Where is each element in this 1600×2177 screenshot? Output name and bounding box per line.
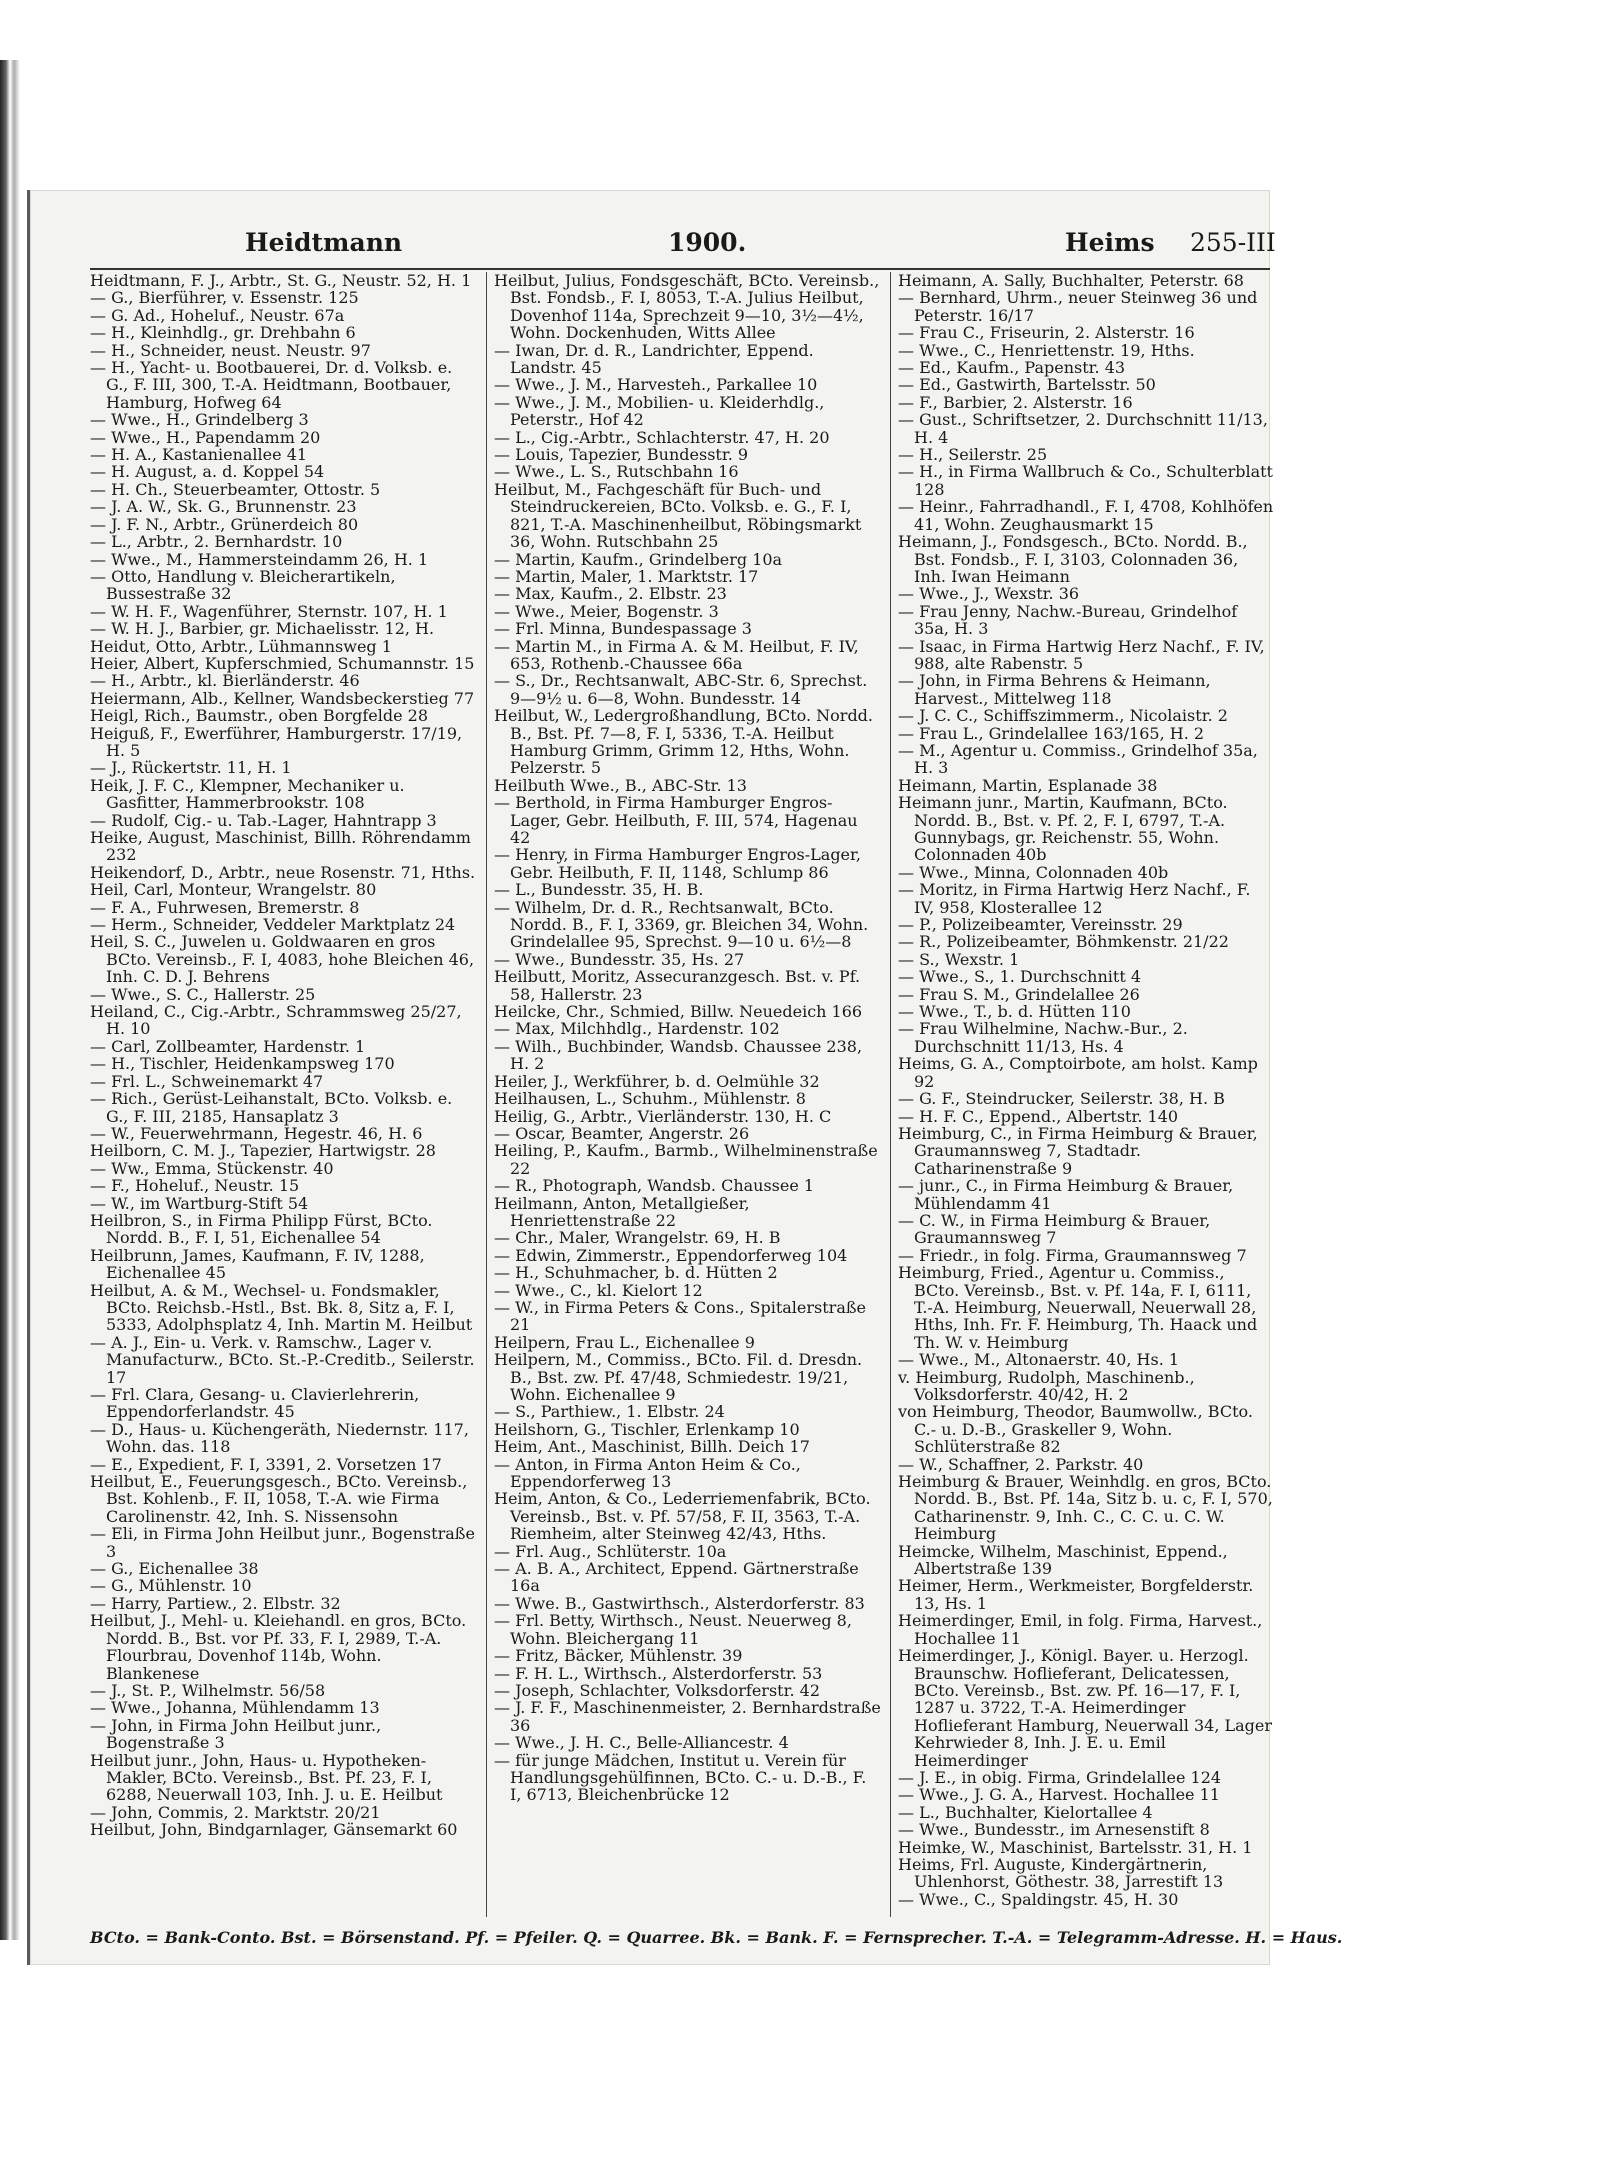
abbreviation-legend: BCto. = Bank-Conto. Bst. = Börsenstand. Pf. = Pfeiler. Q. = Quarree. Bk. = Bank. F. = Fernsprecher. T.-A. = Telegramm-Adresse. H. = Haus. (90, 1928, 1343, 1947)
directory-entry: Heimcke, Wilhelm, Maschinist, Eppend., Albertstraße 139 (898, 1541, 1228, 1579)
directory-entry: Heilpern, M., Commiss., BCto. Fil. d. Dresdn. B., Bst. zw. Pf. 47/48, Schmiedestr. 19/21, Wohn. Eichenallee 9 (494, 1350, 863, 1404)
directory-entry: Heimke, W., Maschinist, Bartelsstr. 31, H. 1 (898, 1837, 1253, 1857)
page-header (80, 228, 1280, 266)
directory-entry: — Harry, Partiew., 2. Elbstr. 32 (90, 1593, 341, 1613)
directory-entry: — Wwe., C., Henriettenstr. 19, Hths. (898, 340, 1195, 360)
directory-entry: — H. Ch., Steuerbeamter, Ottostr. 5 (90, 479, 381, 499)
directory-entry: Heilshorn, G., Tischler, Erlenkamp 10 (494, 1419, 800, 1439)
directory-entry: — Frau C., Friseurin, 2. Alsterstr. 16 (898, 323, 1195, 343)
directory-entry: — junr., C., in Firma Heimburg & Brauer, Mühlendamm 41 (898, 1176, 1234, 1213)
directory-column-2 (494, 272, 882, 1922)
directory-entry: — D., Haus- u. Küchengeräth, Niedernstr. 117, Wohn. das. 118 (90, 1419, 469, 1457)
directory-entry: Heilbuth Wwe., B., ABC-Str. 13 (494, 775, 747, 795)
directory-entry: — Isaac, in Firma Hartwig Herz Nachf., F. IV, 988, alte Rabenstr. 5 (898, 636, 1265, 673)
directory-entry: — Frau L., Grindelallee 163/165, H. 2 (898, 723, 1205, 743)
directory-entry: — H., in Firma Wallbruch & Co., Schulterblatt 128 (898, 462, 1273, 499)
directory-entry: — F., Barbier, 2. Alsterstr. 16 (898, 392, 1133, 412)
directory-entry: — W., Feuerwehrmann, Hegestr. 46, H. 6 (90, 1123, 423, 1143)
directory-entry: Heilbron, S., in Firma Philipp Fürst, BCto. Nordd. B., F. I, 51, Eichenallee 54 (90, 1210, 433, 1248)
directory-entry: — Frl. Minna, Bundespassage 3 (494, 619, 752, 639)
directory-entry: — A. J., Ein- u. Verk. v. Ramschw., Lager v. Manufacturw., BCto. St.-P.-Creditb., Seilerstr. 17 (90, 1332, 475, 1387)
directory-entry: — Wwe., Minna, Colonnaden 40b (898, 862, 1169, 882)
directory-entry: — Chr., Maler, Wrangelstr. 69, H. B (494, 1228, 781, 1248)
directory-entry: Heimburg, C., in Firma Heimburg & Brauer, Graumannsweg 7, Stadtadr. Catharinenstraße 9 (898, 1123, 1258, 1178)
directory-entry: — W., im Wartburg-Stift 54 (90, 1193, 309, 1213)
directory-entry: — L., Buchhalter, Kielortallee 4 (898, 1802, 1153, 1822)
directory-entry: — G., Bierführer, v. Essenstr. 125 (90, 288, 359, 308)
directory-entry: — Ww., Emma, Stückenstr. 40 (90, 1158, 334, 1178)
directory-entry: Heimerdinger, J., Königl. Bayer. u. Herzogl. Braunschw. Hoflieferant, Delicatessen, BCto. Vereinsb., Bst. zw. Pf. 16—17, F. I, 1287 u. 3722, T.-A. Heimerdinger Hoflieferant Hamburg, Neuerwall 34, Lager Kehrwieder 8, Inh. J. E. u. Emil Heimerdinger (898, 1646, 1273, 1770)
directory-entry: — Wwe., J. M., Harvesteh., Parkallee 10 (494, 375, 818, 395)
directory-entry: Heilborn, C. M. J., Tapezier, Hartwigstr. 28 (90, 1141, 436, 1161)
directory-entry: Heidut, Otto, Arbtr., Lühmannsweg 1 (90, 636, 392, 656)
directory-entry: — H., Arbtr., kl. Bierländerstr. 46 (90, 671, 360, 691)
directory-entry: — Wwe., M., Altonaerstr. 40, Hs. 1 (898, 1350, 1180, 1370)
directory-entry: — P., Polizeibeamter, Vereinsstr. 29 (898, 915, 1183, 935)
directory-entry: — Wwe., J. M., Mobilien- u. Kleiderhdlg., Peterstr., Hof 42 (494, 392, 825, 430)
directory-entry: — H., Kleinhdlg., gr. Drehbahn 6 (90, 323, 356, 343)
directory-entry: — Wwe., H., Grindelberg 3 (90, 410, 309, 430)
directory-entry: Heilcke, Chr., Schmied, Billw. Neuedeich 166 (494, 1002, 863, 1022)
directory-entry: — Frl. Betty, Wirthsch., Neust. Neuerweg 8, Wohn. Bleichergang 11 (494, 1611, 852, 1648)
directory-entry: — H. F. C., Eppend., Albertstr. 140 (898, 1106, 1179, 1126)
directory-entry: — Oscar, Beamter, Angerstr. 26 (494, 1123, 750, 1143)
directory-entry: Heikendorf, D., Arbtr., neue Rosenstr. 71, Hths. (90, 862, 476, 882)
header-left-word: Heidtmann (245, 228, 403, 257)
directory-entry: — L., Bundesstr. 35, H. B. (494, 880, 704, 900)
directory-entry: — G. Ad., Hoheluf., Neustr. 67a (90, 305, 345, 325)
directory-entry: — Rudolf, Cig.- u. Tab.-Lager, Hahntrapp 3 (90, 810, 437, 830)
directory-entry: — S., Wexstr. 1 (898, 949, 1020, 969)
directory-entry: — Frl. L., Schweinemarkt 47 (90, 1071, 324, 1091)
directory-entry: — J., Rückertstr. 11, H. 1 (90, 758, 292, 778)
directory-entry: Heilmann, Anton, Metallgießer, Henriettenstraße 22 (494, 1193, 750, 1230)
directory-entry: Heimann, A. Sally, Buchhalter, Peterstr. 68 (898, 272, 1244, 290)
directory-entry: — Gust., Schriftsetzer, 2. Durchschnitt 11/13, H. 4 (898, 410, 1268, 447)
directory-entry: Heike, August, Maschinist, Billh. Röhrendamm 232 (90, 828, 471, 865)
directory-entry: — Frl. Clara, Gesang- u. Clavierlehrerin, Eppendorferlandstr. 45 (90, 1385, 420, 1422)
directory-entry: — Carl, Zollbeamter, Hardenstr. 1 (90, 1036, 366, 1056)
header-page-number: 255-III (1190, 228, 1276, 257)
directory-entry: — Eli, in Firma John Heilbut junr., Bogenstraße 3 (90, 1524, 475, 1561)
directory-entry: — H. August, a. d. Koppel 54 (90, 462, 325, 482)
directory-entry: — Wwe., J. H. C., Belle-Alliancestr. 4 (494, 1733, 789, 1753)
directory-entry: Heilbrunn, James, Kaufmann, F. IV, 1288, Eichenallee 45 (90, 1245, 425, 1283)
directory-entry: Heimburg & Brauer, Weinhdlg. en gros, BCto. Nordd. B., Bst. Pf. 14a, Sitz b. u. c, F. I, 570, Catharinenstr. 9, Inh. C., C. C. u. C. W. Heimburg (898, 1472, 1273, 1544)
directory-entry: Heims, Frl. Auguste, Kindergärtnerin, Uhlenhorst, Göthestr. 38, Jarrestift 13 (898, 1854, 1224, 1892)
directory-entry: — S., Parthiew., 1. Elbstr. 24 (494, 1402, 725, 1422)
directory-entry: — Ed., Kaufm., Papenstr. 43 (898, 358, 1126, 378)
directory-entry: Heimann, J., Fondsgesch., BCto. Nordd. B., Bst. Fondsb., F. I, 3103, Colonnaden 36, Inh. Iwan Heimann (898, 532, 1248, 586)
directory-entry: — Wwe., Bundesstr., im Arnesenstift 8 (898, 1820, 1210, 1840)
directory-entry: — Wwe., S. C., Hallerstr. 25 (90, 984, 316, 1004)
directory-entry: — Frau Wilhelmine, Nachw.-Bur., 2. Durchschnitt 11/13, Hs. 4 (898, 1019, 1188, 1056)
directory-entry: — Berthold, in Firma Hamburger Engros-Lager, Gebr. Heilbuth, F. III, 574, Hagenau 42 (494, 793, 858, 847)
directory-entry: — Otto, Handlung v. Bleicherartikeln, Bussestraße 32 (90, 566, 396, 604)
directory-entry: — Wwe., J. G. A., Harvest. Hochallee 11 (898, 1785, 1220, 1805)
directory-entry: — F. A., Fuhrwesen, Bremerstr. 8 (90, 897, 360, 917)
header-right-word: Heims (1065, 228, 1155, 257)
directory-entry: Heimann junr., Martin, Kaufmann, BCto. Nordd. B., Bst. v. Pf. 2, F. I, 6797, T.-A. Gunnybags, gr. Reichenstr. 55, Wohn. Colonnaden 40b (898, 793, 1228, 865)
directory-entry: Heiermann, Alb., Kellner, Wandsbeckerstieg 77 (90, 688, 475, 708)
directory-entry: Heilig, G., Arbtr., Vierländerstr. 130, H. C (494, 1106, 832, 1126)
directory-entry: — W. H. J., Barbier, gr. Michaelisstr. 12, H. (90, 619, 435, 639)
directory-entry: — Henry, in Firma Hamburger Engros-Lager, Gebr. Heilbuth, F. II, 1148, Schlump 86 (494, 845, 861, 882)
directory-entry: Heilbut, A. & M., Wechsel- u. Fondsmakler, BCto. Reichsb.-Hstl., Bst. Bk. 8, Sitz a, F. I, 5333, Adolphsplatz 4, Inh. Martin M. Heilbut (90, 1280, 473, 1335)
directory-entry: Heilbut, John, Bindgarnlager, Gänsemarkt 60 (90, 1820, 458, 1840)
directory-entry: — Frl. Aug., Schlüterstr. 10a (494, 1541, 727, 1561)
directory-entry: Heiland, C., Cig.-Arbtr., Schrammsweg 25/27, H. 10 (90, 1002, 462, 1039)
directory-entry: — H. A., Kastanienallee 41 (90, 445, 308, 465)
directory-entry: Heilbut, M., Fachgeschäft für Buch- und Steindruckereien, BCto. Volksb. e. G., F. I, 821, T.-A. Maschinenheilbut, Röbingsmarkt 36, Wohn. Rutschbahn 25 (494, 479, 862, 552)
directory-entry: Heilbut, Julius, Fondsgeschäft, BCto. Vereinsb., Bst. Fondsb., F. I, 8053, T.-A. Julius Heilbut, Dovenhof 114a, Sprechzeit 9—10, 3½—4½, Wohn. Dockenhuden, Witts Allee (494, 272, 880, 343)
directory-entry: — Wwe., J., Wexstr. 36 (898, 584, 1080, 604)
directory-entry: — R., Polizeibeamter, Böhmkenstr. 21/22 (898, 932, 1229, 952)
directory-entry: — John, in Firma Behrens & Heimann, Harvest., Mittelweg 118 (898, 671, 1211, 708)
directory-entry: Heiguß, F., Ewerführer, Hamburgerstr. 17/19, H. 5 (90, 723, 463, 760)
directory-entry: — F., Hoheluf., Neustr. 15 (90, 1176, 300, 1196)
directory-entry: — Wwe., Bundesstr. 35, Hs. 27 (494, 949, 745, 969)
directory-entry: Heilpern, Frau L., Eichenallee 9 (494, 1332, 755, 1352)
directory-entry: — Wwe. B., Gastwirthsch., Alsterdorferstr. 83 (494, 1593, 865, 1613)
directory-entry: — Frau Jenny, Nachw.-Bureau, Grindelhof 35a, H. 3 (898, 601, 1238, 639)
directory-entry: von Heimburg, Theodor, Baumwollw., BCto. C.- u. D.-B., Graskeller 9, Wohn. Schlüterstraße 82 (898, 1402, 1253, 1457)
directory-entry: — W., Schaffner, 2. Parkstr. 40 (898, 1454, 1144, 1474)
directory-entry: Heigl, Rich., Baumstr., oben Borgfelde 28 (90, 706, 428, 726)
directory-entry: — Wwe., Johanna, Mühlendamm 13 (90, 1698, 380, 1718)
directory-entry: — C. W., in Firma Heimburg & Brauer, Graumannsweg 7 (898, 1210, 1211, 1248)
directory-entry: — Joseph, Schlachter, Volksdorferstr. 42 (494, 1680, 821, 1700)
header-rule (90, 268, 1270, 270)
directory-entry: — G., Mühlenstr. 10 (90, 1576, 252, 1596)
directory-entry: — H., Schneider, neust. Neustr. 97 (90, 340, 371, 360)
directory-entry: — Martin, Kaufm., Grindelberg 10a (494, 549, 783, 569)
directory-entry: — Moritz, in Firma Hartwig Herz Nachf., F. IV, 958, Klosterallee 12 (898, 880, 1251, 917)
directory-entry: — E., Expedient, F. I, 3391, 2. Vorsetzen 17 (90, 1454, 442, 1474)
directory-entry: Heimann, Martin, Esplanade 38 (898, 775, 1158, 795)
directory-entry: Heim, Ant., Maschinist, Billh. Deich 17 (494, 1437, 810, 1457)
directory-entry: Heimer, Herm., Werkmeister, Borgfelderstr. 13, Hs. 1 (898, 1576, 1254, 1613)
directory-entry: — Herm., Schneider, Veddeler Marktplatz 24 (90, 915, 456, 935)
directory-entry: — Iwan, Dr. d. R., Landrichter, Eppend. Landstr. 45 (494, 340, 814, 378)
directory-entry: — John, Commis, 2. Marktstr. 20/21 (90, 1802, 381, 1822)
directory-entry: Heilbut, J., Mehl- u. Kleiehandl. en gros, BCto. Nordd. B., Bst. vor Pf. 33, F. I, 2989, T.-A. Flourbrau, Dovenhof 114b, Wohn. Blankenese (90, 1611, 467, 1683)
directory-entry: Heim, Anton, & Co., Lederriemenfabrik, BCto. Vereinsb., Bst. v. Pf. 57/58, F. II, 3563, T.-A. Riemheim, alter Steinweg 42/43, Hths. (494, 1489, 871, 1544)
directory-entry: — Wwe., M., Hammersteindamm 26, H. 1 (90, 549, 429, 569)
directory-entry: — Wwe., L. S., Rutschbahn 16 (494, 462, 739, 482)
directory-entry: — Friedr., in folg. Firma, Graumannsweg 7 (898, 1245, 1247, 1265)
directory-entry: Heilbutt, Moritz, Assecuranzgesch. Bst. v. Pf. 58, Hallerstr. 23 (494, 967, 861, 1004)
directory-entry: Heiler, J., Werkführer, b. d. Oelmühle 32 (494, 1071, 820, 1091)
directory-entry: — John, in Firma John Heilbut junr., Bogenstraße 3 (90, 1715, 382, 1753)
directory-entry: — L., Arbtr., 2. Bernhardstr. 10 (90, 532, 343, 552)
directory-entry: — G., Eichenallee 38 (90, 1559, 259, 1579)
directory-entry: — Fritz, Bäcker, Mühlenstr. 39 (494, 1646, 743, 1666)
directory-entry: — Louis, Tapezier, Bundesstr. 9 (494, 445, 749, 465)
directory-entry: — J. A. W., Sk. G., Brunnenstr. 23 (90, 497, 357, 517)
directory-entry: — Max, Kaufm., 2. Elbstr. 23 (494, 584, 727, 604)
directory-entry: — J. F. F., Maschinenmeister, 2. Bernhardstraße 36 (494, 1698, 881, 1735)
directory-entry: — R., Photograph, Wandsb. Chaussee 1 (494, 1176, 815, 1196)
directory-entry: — A. B. A., Architect, Eppend. Gärtnerstraße 16a (494, 1559, 859, 1596)
directory-entry: Heiling, P., Kaufm., Barmb., Wilhelminenstraße 22 (494, 1141, 878, 1178)
directory-entry: — Anton, in Firma Anton Heim & Co., Eppendorferweg 13 (494, 1454, 801, 1492)
directory-entry: — F. H. L., Wirthsch., Alsterdorferstr. 53 (494, 1663, 823, 1683)
directory-entry: Heilbut junr., John, Haus- u. Hypotheken-Makler, BCto. Vereinsb., Bst. Pf. 23, F. I, 6288, Neuerwall 103, Inh. J. u. E. Heilbut (90, 1750, 443, 1805)
directory-column-1 (90, 272, 478, 1922)
directory-entry: Heidtmann, F. J., Arbtr., St. G., Neustr. 52, H. 1 (90, 272, 472, 290)
directory-entry: — Wilh., Buchbinder, Wandsb. Chaussee 238, H. 2 (494, 1036, 863, 1074)
directory-entry: — Martin M., in Firma A. & M. Heilbut, F. IV, 653, Rothenb.-Chaussee 66a (494, 636, 859, 673)
directory-entry: — Frau S. M., Grindelallee 26 (898, 984, 1140, 1004)
directory-entry: — H., Tischler, Heidenkampsweg 170 (90, 1054, 395, 1074)
directory-entry: — Wwe., H., Papendamm 20 (90, 427, 321, 447)
directory-entry: — G. F., Steindrucker, Seilerstr. 38, H. B (898, 1089, 1225, 1109)
directory-entry: — H., Schuhmacher, b. d. Hütten 2 (494, 1263, 778, 1283)
directory-entry: — Edwin, Zimmerstr., Eppendorferweg 104 (494, 1245, 848, 1265)
directory-entry: v. Heimburg, Rudolph, Maschinenb., Volksdorferstr. 40/42, H. 2 (898, 1367, 1195, 1404)
directory-entry: — Ed., Gastwirth, Bartelsstr. 50 (898, 375, 1156, 395)
directory-entry: Heilhausen, L., Schuhm., Mühlenstr. 8 (494, 1089, 806, 1109)
directory-entry: — Heinr., Fahrradhandl., F. I, 4708, Kohlhöfen 41, Wohn. Zeughausmarkt 15 (898, 497, 1274, 534)
directory-entry: Heil, S. C., Juwelen u. Goldwaaren en gros BCto. Vereinsb., F. I, 4083, hohe Bleichen 46, Inh. C. D. J. Behrens (90, 932, 475, 987)
directory-entry: Heik, J. F. C., Klempner, Mechaniker u. Gasfitter, Hammerbrookstr. 108 (90, 775, 405, 813)
directory-entry: — Rich., Gerüst-Leihanstalt, BCto. Volksb. e. G., F. III, 2185, Hansaplatz 3 (90, 1089, 453, 1126)
column-divider (890, 272, 891, 1917)
directory-entry: — Max, Milchhdlg., Hardenstr. 102 (494, 1019, 780, 1039)
directory-entry: — J. C. C., Schiffszimmerm., Nicolaistr. 2 (898, 706, 1228, 726)
directory-entry: — Martin, Maler, 1. Marktstr. 17 (494, 566, 759, 586)
column-divider (486, 272, 487, 1917)
directory-entry: — L., Cig.-Arbtr., Schlachterstr. 47, H. 20 (494, 427, 830, 447)
directory-entry: — Wwe., C., Spaldingstr. 45, H. 30 (898, 1889, 1179, 1909)
directory-entry: Heier, Albert, Kupferschmied, Schumannstr. 15 (90, 653, 475, 673)
directory-entry: — H., Seilerstr. 25 (898, 445, 1048, 465)
directory-entry: — H., Yacht- u. Bootbauerei, Dr. d. Volksb. e. G., F. III, 300, T.-A. Heidtmann, Bootbauer, Hamburg, Hofweg 64 (90, 358, 453, 412)
page-binding-edge (0, 60, 27, 1940)
directory-entry: — Wwe., T., b. d. Hütten 110 (898, 1002, 1131, 1022)
directory-entry: — Bernhard, Uhrm., neuer Steinweg 36 und Peterstr. 16/17 (898, 288, 1258, 325)
directory-entry: Heims, G. A., Comptoirbote, am holst. Kamp 92 (898, 1054, 1258, 1091)
directory-entry: Heimerdinger, Emil, in folg. Firma, Harvest., Hochallee 11 (898, 1611, 1263, 1648)
directory-entry: — M., Agentur u. Commiss., Grindelhof 35a, H. 3 (898, 740, 1258, 778)
directory-entry: Heil, Carl, Monteur, Wrangelstr. 80 (90, 880, 377, 900)
directory-entry: — Wwe., Meier, Bogenstr. 3 (494, 601, 719, 621)
directory-entry: — Wwe., C., kl. Kielort 12 (494, 1280, 703, 1300)
header-year: 1900. (668, 228, 747, 257)
directory-entry: — J. F. N., Arbtr., Grünerdeich 80 (90, 514, 359, 534)
directory-entry: — J. E., in obig. Firma, Grindelallee 124 (898, 1767, 1222, 1787)
directory-entry: Heilbut, E., Feuerungsgesch., BCto. Vereinsb., Bst. Kohlenb., F. II, 1058, T.-A. wie Firma Carolinenstr. 42, Inh. S. Nissensohn (90, 1472, 468, 1526)
directory-entry: — W. H. F., Wagenführer, Sternstr. 107, H. 1 (90, 601, 448, 621)
directory-entry: — Wilhelm, Dr. d. R., Rechtsanwalt, BCto. Nordd. B., F. I, 3369, gr. Bleichen 34, Wohn. Grindelallee 95, Sprechst. 9—10 u. 6½—8 (494, 897, 869, 952)
directory-column-3 (898, 272, 1274, 1922)
directory-entry: Heilbut, W., Ledergroßhandlung, BCto. Nordd. B., Bst. Pf. 7—8, F. I, 5336, T.-A. Heilbut Hamburg Grimm, Grimm 12, Hths, Wohn. Pelzerstr. 5 (494, 706, 874, 778)
directory-entry: — Wwe., S., 1. Durchschnitt 4 (898, 967, 1142, 987)
directory-entry: — W., in Firma Peters & Cons., Spitalerstraße 21 (494, 1297, 867, 1335)
directory-entry: — für junge Mädchen, Institut u. Verein für Handlungsgehülfinnen, BCto. C.- u. D.-B., F. I, 6713, Bleichenbrücke 12 (494, 1750, 867, 1805)
directory-entry: — J., St. P., Wilhelmstr. 56/58 (90, 1680, 326, 1700)
directory-entry: Heimburg, Fried., Agentur u. Commiss., BCto. Vereinsb., Bst. v. Pf. 14a, F. I, 6111, T.-A. Heimburg, Neuerwall, Neuerwall 28, Hths, Inh. Fr. F. Heimburg, Th. Haack und Th. W. v. Heimburg (898, 1263, 1258, 1352)
directory-entry: — S., Dr., Rechtsanwalt, ABC-Str. 6, Sprechst. 9—9½ u. 6—8, Wohn. Bundesstr. 14 (494, 671, 868, 708)
